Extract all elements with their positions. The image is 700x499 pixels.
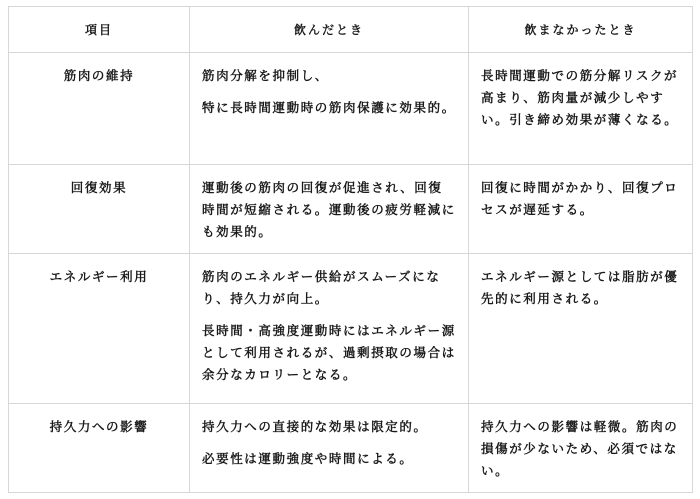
not-drank-cell: [469, 404, 693, 493]
not-drank-cell: [469, 165, 693, 254]
not-drank-cell: [469, 254, 693, 404]
cell-paragraph: 筋肉分解を抑制し、: [202, 68, 329, 83]
cell-paragraph: 筋肉のエネルギー供給がスムーズになり、持久力が向上。: [202, 269, 441, 306]
row-item-label: 筋肉の維持: [9, 53, 190, 165]
cell-paragraph: 特に長時間運動時の筋肉保護に効果的。: [202, 100, 456, 115]
drank-cell: [190, 165, 469, 254]
table-row: [9, 404, 693, 493]
cell-paragraph: エネルギー源としては脂肪が優先的に利用される。: [481, 269, 679, 306]
cell-paragraph: 回復に時間がかかり、回復プロセスが遅延する。: [481, 180, 679, 217]
header-item: 項目: [9, 7, 190, 53]
cell-paragraph: 持久力への直接的な効果は限定的。: [202, 419, 428, 434]
cell-paragraph: 必要性は運動強度や時間による。: [202, 451, 414, 466]
row-item-label: 回復効果: [9, 165, 190, 254]
drank-cell: [190, 404, 469, 493]
cell-paragraph: 長時間運動での筋分解リスクが高まり、筋肉量が減少しやすい。引き締め効果が薄くなる。: [481, 68, 679, 127]
table-row: [9, 165, 693, 254]
comparison-table: [8, 6, 693, 493]
table-row: [9, 53, 693, 165]
drank-cell: [190, 53, 469, 165]
not-drank-cell: [469, 53, 693, 165]
table-row: [9, 254, 693, 404]
row-item-label: エネルギー利用: [9, 254, 190, 404]
drank-cell: [190, 254, 469, 404]
cell-paragraph: 長時間・高強度運動時にはエネルギー源として利用されるが、過剰摂取の場合は余分なカロリーとなる。: [202, 323, 456, 382]
cell-paragraph: 持久力への影響は軽微。筋肉の損傷が少ないため、必須ではない。: [481, 419, 679, 478]
header-not-drank: 飲まなかったとき: [469, 7, 693, 53]
table-header-row: [9, 7, 693, 53]
cell-paragraph: 運動後の筋肉の回復が促進され、回復時間が短縮される。運動後の疲労軽減にも効果的。: [202, 180, 456, 239]
row-item-label: 持久力への影響: [9, 404, 190, 493]
header-drank: 飲んだとき: [190, 7, 469, 53]
